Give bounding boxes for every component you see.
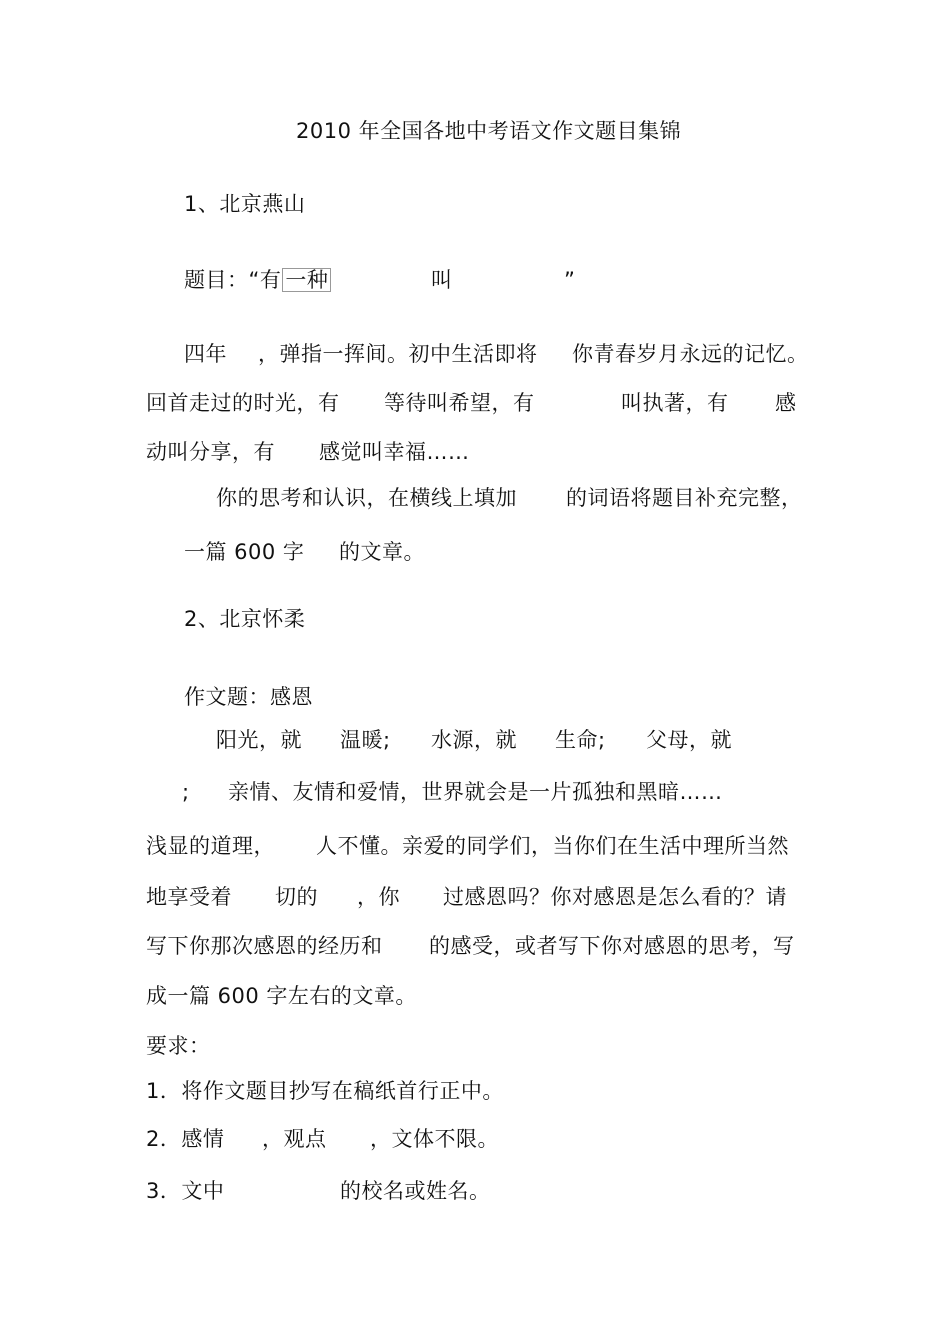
requirement-item bbox=[0, 1125, 950, 1153]
paragraph-line bbox=[0, 726, 950, 754]
paragraph-line bbox=[0, 932, 950, 960]
text-segment: 叫执著，有 bbox=[621, 391, 729, 415]
text-segment: 的感受，或者写下你对感恩的思考，写 bbox=[429, 934, 795, 958]
prompt-label: 题目：“有 bbox=[184, 268, 282, 292]
text-segment: 地享受着 bbox=[146, 885, 232, 909]
paragraph-line: 成一篇 600 字左右的文章。 bbox=[146, 984, 417, 1008]
text-segment: 的校名或姓名。 bbox=[340, 1179, 491, 1203]
text-segment: 你的思考和认识，在横线上填加 bbox=[216, 486, 517, 510]
requirement-item bbox=[0, 1177, 950, 1205]
text-segment: 动叫分享，有 bbox=[146, 440, 275, 464]
text-segment: 四年 bbox=[184, 342, 227, 366]
text-segment: 的词语将题目补充完整， bbox=[566, 486, 803, 510]
text-segment: 温暖; bbox=[340, 728, 391, 752]
paragraph-line bbox=[0, 389, 950, 417]
text-segment: ，观点 bbox=[262, 1127, 327, 1151]
essay-prompt: 作文题：感恩 bbox=[184, 685, 313, 709]
text-segment: 感 bbox=[775, 391, 797, 415]
text-segment: 等待叫希望，有 bbox=[384, 391, 535, 415]
text-segment: ，你 bbox=[357, 885, 400, 909]
text-segment: 过感恩吗？你对感恩是怎么看的？请 bbox=[443, 885, 787, 909]
text-segment: 切的 bbox=[275, 885, 318, 909]
text-segment: 写下你那次感恩的经历和 bbox=[146, 934, 383, 958]
text-segment: ，弹指一挥间。初中生活即将 bbox=[258, 342, 538, 366]
requirement-item: 1．将作文题目抄写在稿纸首行正中。 bbox=[146, 1079, 504, 1103]
paragraph-line bbox=[0, 832, 950, 860]
text-segment: 父母，就 bbox=[646, 728, 732, 752]
text-segment: 3．文中 bbox=[146, 1179, 225, 1203]
instruction-line bbox=[0, 484, 950, 512]
text-segment: 的文章。 bbox=[339, 540, 425, 564]
prompt-end: ” bbox=[564, 268, 576, 292]
section-heading: 2、北京怀柔 bbox=[184, 607, 306, 631]
paragraph-line bbox=[0, 778, 950, 806]
page-title: 2010 年全国各地中考语文作文题目集锦 bbox=[296, 119, 682, 143]
paragraph-line bbox=[0, 883, 950, 911]
prompt-mid: 叫 bbox=[431, 268, 453, 292]
text-segment: 人不懂。亲爱的同学们，当你们在生活中理所当然 bbox=[316, 834, 789, 858]
text-segment: ; bbox=[182, 780, 190, 804]
requirements-label: 要求： bbox=[146, 1034, 211, 1058]
text-segment: ，文体不限。 bbox=[370, 1127, 499, 1151]
paragraph-line bbox=[0, 340, 950, 368]
text-segment: 你青春岁月永远的记忆。 bbox=[572, 342, 809, 366]
text-segment: 生命; bbox=[555, 728, 606, 752]
text-segment: 浅显的道理， bbox=[146, 834, 275, 858]
section-heading: 1、北京燕山 bbox=[184, 192, 306, 216]
text-segment: 亲情、友情和爱情，世界就会是一片孤独和黑暗…… bbox=[228, 780, 723, 804]
essay-prompt bbox=[0, 266, 950, 294]
paragraph-line bbox=[0, 438, 950, 466]
text-segment: 水源，就 bbox=[431, 728, 517, 752]
instruction-line bbox=[0, 538, 950, 566]
prompt-boxed-text: 一种 bbox=[282, 268, 331, 292]
text-segment: 阳光，就 bbox=[216, 728, 302, 752]
text-segment: 回首走过的时光，有 bbox=[146, 391, 340, 415]
text-segment: 感觉叫幸福…… bbox=[319, 440, 470, 464]
text-segment: 2．感情 bbox=[146, 1127, 225, 1151]
text-segment: 一篇 600 字 bbox=[184, 540, 305, 564]
